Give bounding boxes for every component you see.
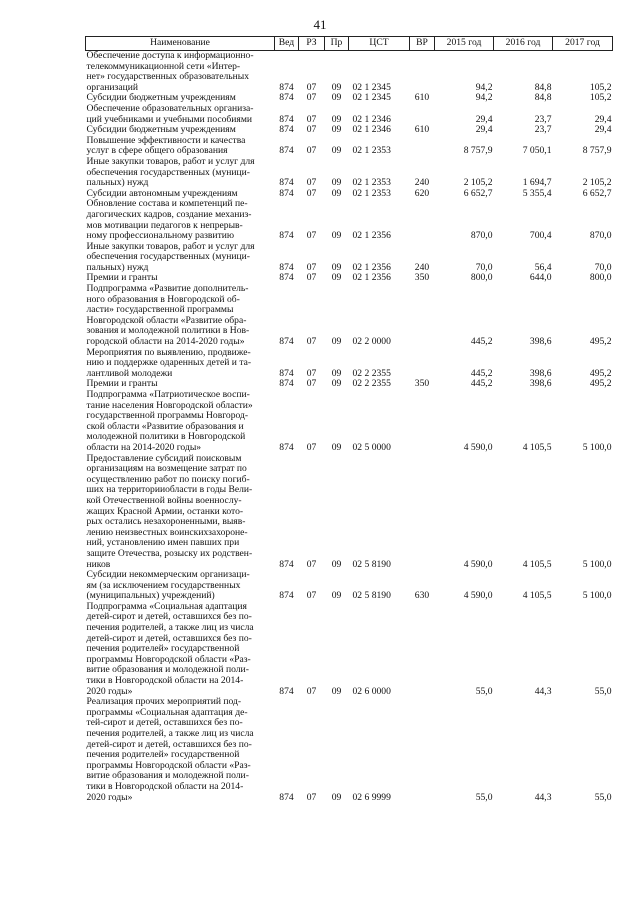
row-2016-cell: 4 105,5: [522, 590, 552, 602]
row-pr-cell: 09: [331, 177, 342, 189]
row-2017-cell: 8 757,9: [582, 145, 612, 157]
row-pr-cell: 09: [331, 113, 342, 125]
row-pr-cell: 09: [331, 367, 342, 379]
row-rz-cell: 07: [306, 81, 317, 93]
row-name-cell: Обеспечение образовательных организа- ций учебниками и учебными пособиями: [86, 103, 254, 125]
row-vr-cell: 620: [414, 187, 430, 199]
row-name-cell: Субсидии бюджетным учреждениям: [86, 93, 236, 104]
row-2015-cell: 445,2: [470, 378, 493, 390]
row-vr-cell: 610: [414, 124, 430, 136]
row-2017-cell: 5 100,0: [582, 590, 612, 602]
row-ved-cell: 874: [279, 124, 294, 136]
table-row: [86, 570, 613, 602]
row-vr-cell: [410, 348, 435, 380]
row-vr-cell: 350: [414, 378, 430, 390]
row-2016-cell: 1 694,7: [522, 177, 552, 189]
row-rz-cell: 07: [306, 261, 317, 273]
table-row: [86, 104, 613, 125]
row-rz-cell: 07: [306, 791, 317, 803]
row-2015-cell: 94,2: [475, 92, 493, 104]
table-row: [86, 273, 613, 284]
row-ved-cell: 874: [279, 261, 294, 273]
row-2016-cell: 56,4: [534, 261, 552, 273]
row-2017-cell: 495,2: [589, 378, 612, 390]
table-row: [86, 242, 613, 274]
row-2016-cell: 84,8: [534, 81, 552, 93]
row-cst-cell: 02 6 0000: [352, 685, 391, 697]
table-row: [86, 93, 613, 104]
table-body: [86, 51, 613, 804]
row-2017-cell: 5 100,0: [582, 558, 612, 570]
row-pr-cell: 09: [331, 272, 342, 284]
row-name-cell: Повышение эффективности и качества услуг в сфере общего образования: [86, 135, 246, 157]
budget-table: [85, 36, 613, 803]
row-ved-cell: 874: [279, 685, 294, 697]
row-vr-cell: 350: [414, 272, 430, 284]
row-2016-cell: 84,8: [534, 92, 552, 104]
row-rz-cell: 07: [306, 558, 317, 570]
row-vr-cell: 630: [414, 590, 430, 602]
column-header-name: Наименование: [86, 37, 275, 51]
row-name-cell: Обеспечение доступа к информационно- телекоммуникационной сети «Интер- нет» государственных образовательных организаций: [86, 50, 254, 93]
row-2016-cell: 398,6: [529, 367, 552, 379]
row-rz-cell: 07: [306, 113, 317, 125]
row-ved-cell: 874: [279, 441, 294, 453]
row-cst-cell: 02 1 2345: [352, 92, 391, 104]
row-cst-cell: 02 2 2355: [352, 367, 391, 379]
row-2016-cell: 5 355,4: [522, 187, 552, 199]
row-cst-cell: 02 5 8190: [352, 590, 391, 602]
row-ved-cell: 874: [279, 113, 294, 125]
row-vr-cell: 240: [414, 261, 430, 273]
row-cst-cell: 02 1 2346: [352, 124, 391, 136]
row-name-cell: Обновление состава и компетенций пе- дагогических кадров, создание механиз- мов мотивации педагогов к непрерыв- ному профессиональному развитию: [86, 199, 252, 242]
row-2017-cell: 70,0: [594, 261, 612, 273]
row-pr-cell: 09: [331, 336, 342, 348]
row-vr-cell: [410, 51, 435, 94]
row-2017-cell: 55,0: [594, 791, 612, 803]
row-pr-cell: 09: [331, 791, 342, 803]
row-2015-cell: 445,2: [470, 336, 493, 348]
row-rz-cell: 07: [306, 378, 317, 390]
row-vr-cell: 240: [414, 177, 430, 189]
row-2017-cell: 2 105,2: [582, 177, 612, 189]
row-vr-cell: [410, 199, 435, 241]
row-rz-cell: 07: [306, 685, 317, 697]
row-pr-cell: 09: [331, 145, 342, 157]
table-row: [86, 454, 613, 571]
row-ved-cell: 874: [279, 272, 294, 284]
row-ved-cell: 874: [279, 177, 294, 189]
row-2015-cell: 2 105,2: [463, 177, 493, 189]
row-2017-cell: 800,0: [589, 272, 612, 284]
row-pr-cell: 09: [331, 261, 342, 273]
row-cst-cell: 02 2 0000: [352, 336, 391, 348]
row-2015-cell: 55,0: [475, 791, 493, 803]
row-ved-cell: 874: [279, 378, 294, 390]
row-name-cell: Подпрограмма «Патриотическое воспи- тание населения Новгородской области» государственной программы Новгород- ской области «Развитие образования и молодежной политики в Новгородской области на 2014-2020 годы»: [86, 390, 253, 453]
row-name-cell: Иные закупки товаров, работ и услуг для обеспечения государственных (муници- пальных) нужд: [86, 241, 255, 273]
row-ved-cell: 874: [279, 558, 294, 570]
row-ved-cell: 874: [279, 81, 294, 93]
row-cst-cell: 02 1 2346: [352, 113, 391, 125]
row-2015-cell: 29,4: [475, 113, 493, 125]
row-2017-cell: 105,2: [589, 92, 612, 104]
row-rz-cell: 07: [306, 367, 317, 379]
row-2017-cell: 29,4: [594, 113, 612, 125]
row-pr-cell: 09: [331, 187, 342, 199]
row-2015-cell: 4 590,0: [463, 558, 493, 570]
row-ved-cell: 874: [279, 590, 294, 602]
row-ved-cell: 874: [279, 791, 294, 803]
table-row: [86, 157, 613, 189]
row-vr-cell: [410, 104, 435, 125]
row-rz-cell: 07: [306, 590, 317, 602]
table-row: [86, 199, 613, 241]
row-ved-cell: 874: [279, 336, 294, 348]
column-header-2015: 2015 год: [435, 37, 494, 51]
row-ved-cell: 874: [279, 145, 294, 157]
row-vr-cell: [410, 454, 435, 571]
column-header-2017: 2017 год: [553, 37, 613, 51]
row-cst-cell: 02 1 2353: [352, 145, 391, 157]
row-2016-cell: 7 050,1: [522, 145, 552, 157]
table-row: [86, 284, 613, 348]
row-cst-cell: 02 1 2356: [352, 261, 391, 273]
row-rz-cell: 07: [306, 441, 317, 453]
table-row: [86, 379, 613, 390]
row-name-cell: Подпрограмма «Развитие дополнитель- ного образования в Новгородской об- ласти» государственной программы Новгородской области «Развитие обра- зования и молодежной политики в Нов- городской области на 2014-2020 годы»: [86, 284, 250, 348]
row-2017-cell: 55,0: [594, 685, 612, 697]
row-name-cell: Премии и гранты: [86, 273, 158, 284]
table-header-row: [86, 37, 613, 51]
row-2015-cell: 445,2: [470, 367, 493, 379]
row-name-cell: Субсидии бюджетным учреждениям: [86, 125, 236, 136]
row-name-cell: Субсидии автономным учреждениям: [86, 188, 238, 199]
row-pr-cell: 09: [331, 558, 342, 570]
row-2016-cell: 4 105,5: [522, 441, 552, 453]
row-ved-cell: 874: [279, 187, 294, 199]
row-2015-cell: 4 590,0: [463, 590, 493, 602]
row-name-cell: Предоставление субсидий поисковым организациям на возмещение затрат по осуществлению работ по поиску погиб- ших на территорииобласти в годы Вели- кой Отечественной войны военнослу- жащих Красной Армии, останки кото- рых остались незахороненными, выяв- лению неизвестных воинскихзахороне- ний, установлению имен павших при защите Отечества, розыску их родствен- ников: [86, 453, 253, 570]
row-vr-cell: 610: [414, 92, 430, 104]
row-cst-cell: 02 5 0000: [352, 441, 391, 453]
row-pr-cell: 09: [331, 92, 342, 104]
table-row: [86, 189, 613, 200]
table-row: [86, 125, 613, 136]
row-2016-cell: 644,0: [529, 272, 552, 284]
row-2016-cell: 4 105,5: [522, 558, 552, 570]
row-cst-cell: 02 1 2356: [352, 230, 391, 242]
row-2016-cell: 44,3: [534, 791, 552, 803]
row-ved-cell: 874: [279, 92, 294, 104]
table-row: [86, 348, 613, 380]
row-rz-cell: 07: [306, 124, 317, 136]
row-rz-cell: 07: [306, 92, 317, 104]
row-2015-cell: 800,0: [470, 272, 493, 284]
page-number: 41: [313, 17, 327, 32]
row-cst-cell: 02 2 2355: [352, 378, 391, 390]
row-2016-cell: 23,7: [534, 124, 552, 136]
row-2017-cell: 6 652,7: [582, 187, 612, 199]
row-ved-cell: 874: [279, 230, 294, 242]
row-2016-cell: 44,3: [534, 685, 552, 697]
row-vr-cell: [410, 136, 435, 157]
row-cst-cell: 02 6 9999: [352, 791, 391, 803]
row-name-cell: Иные закупки товаров, работ и услуг для обеспечения государственных (муници- пальных) нужд: [86, 156, 255, 189]
row-name-cell: Субсидии некоммерческим организаци- ям (за исключением государственных (муниципальных) учреждений): [86, 570, 250, 602]
row-name-cell: Мероприятия по выявлению, продвиже- нию и поддержке одаренных детей и та- лантливой молодежи: [86, 347, 252, 379]
row-rz-cell: 07: [306, 177, 317, 189]
row-pr-cell: 09: [331, 378, 342, 390]
row-2015-cell: 4 590,0: [463, 441, 493, 453]
row-cst-cell: 02 1 2345: [352, 81, 391, 93]
row-rz-cell: 07: [306, 230, 317, 242]
table-row: [86, 136, 613, 157]
row-2015-cell: 94,2: [475, 81, 493, 93]
column-header-vr: ВР: [410, 37, 435, 51]
row-rz-cell: 07: [306, 336, 317, 348]
row-rz-cell: 07: [306, 272, 317, 284]
row-2015-cell: 870,0: [470, 230, 493, 242]
table-row: [86, 51, 613, 94]
row-2017-cell: 5 100,0: [582, 441, 612, 453]
row-2017-cell: 870,0: [589, 230, 612, 242]
row-2015-cell: 55,0: [475, 685, 493, 697]
row-cst-cell: 02 1 2353: [352, 177, 391, 189]
row-2016-cell: 398,6: [529, 336, 552, 348]
row-name-cell: Подпрограмма «Социальная адаптация детей-сирот и детей, оставшихся без по- печения родителей, а также лиц из числа детей-сирот и детей, оставшихся без по- печения родителей» государственной программы Новгородской области «Раз- витие образования и молодежной поли- тики в Новгородской области на 2014- 2020 годы»: [86, 601, 254, 697]
row-2017-cell: 105,2: [589, 81, 612, 93]
row-pr-cell: 09: [331, 230, 342, 242]
table-row: [86, 697, 613, 803]
row-rz-cell: 07: [306, 187, 317, 199]
row-2017-cell: 495,2: [589, 367, 612, 379]
column-header-rz: РЗ: [299, 37, 325, 51]
row-2015-cell: 70,0: [475, 261, 493, 273]
row-name-cell: Реализация прочих мероприятий под- программы «Социальная адаптация де- тей-сирот и детей, оставшихся без по- печения родителей, а также лиц из числа детей-сирот и детей, оставшихся без по- печения родителей» государственной программы Новгородской области «Раз- витие образования и молодежной поли- тики в Новгородской области на 2014- 2020 годы»: [86, 697, 254, 803]
row-vr-cell: [410, 390, 435, 454]
row-pr-cell: 09: [331, 81, 342, 93]
table-row: [86, 602, 613, 697]
column-header-pr: Пр: [325, 37, 349, 51]
row-rz-cell: 07: [306, 145, 317, 157]
column-header-2016: 2016 год: [494, 37, 553, 51]
table-row: [86, 390, 613, 454]
row-pr-cell: 09: [331, 124, 342, 136]
row-vr-cell: [410, 284, 435, 348]
row-name-cell: Премии и гранты: [86, 379, 158, 390]
row-pr-cell: 09: [331, 441, 342, 453]
row-vr-cell: [410, 697, 435, 803]
row-2016-cell: 398,6: [529, 378, 552, 390]
row-vr-cell: [410, 602, 435, 697]
row-pr-cell: 09: [331, 685, 342, 697]
row-2016-cell: 23,7: [534, 113, 552, 125]
row-2016-cell: 700,4: [529, 230, 552, 242]
row-pr-cell: 09: [331, 590, 342, 602]
row-2015-cell: 29,4: [475, 124, 493, 136]
row-2015-cell: 8 757,9: [463, 145, 493, 157]
row-ved-cell: 874: [279, 367, 294, 379]
row-cst-cell: 02 1 2356: [352, 272, 391, 284]
row-2017-cell: 495,2: [589, 336, 612, 348]
row-cst-cell: 02 5 8190: [352, 558, 391, 570]
row-2015-cell: 6 652,7: [463, 187, 493, 199]
column-header-ved: Вед: [275, 37, 299, 51]
row-2017-cell: 29,4: [594, 124, 612, 136]
column-header-cst: ЦСТ: [349, 37, 410, 51]
row-cst-cell: 02 1 2353: [352, 187, 391, 199]
